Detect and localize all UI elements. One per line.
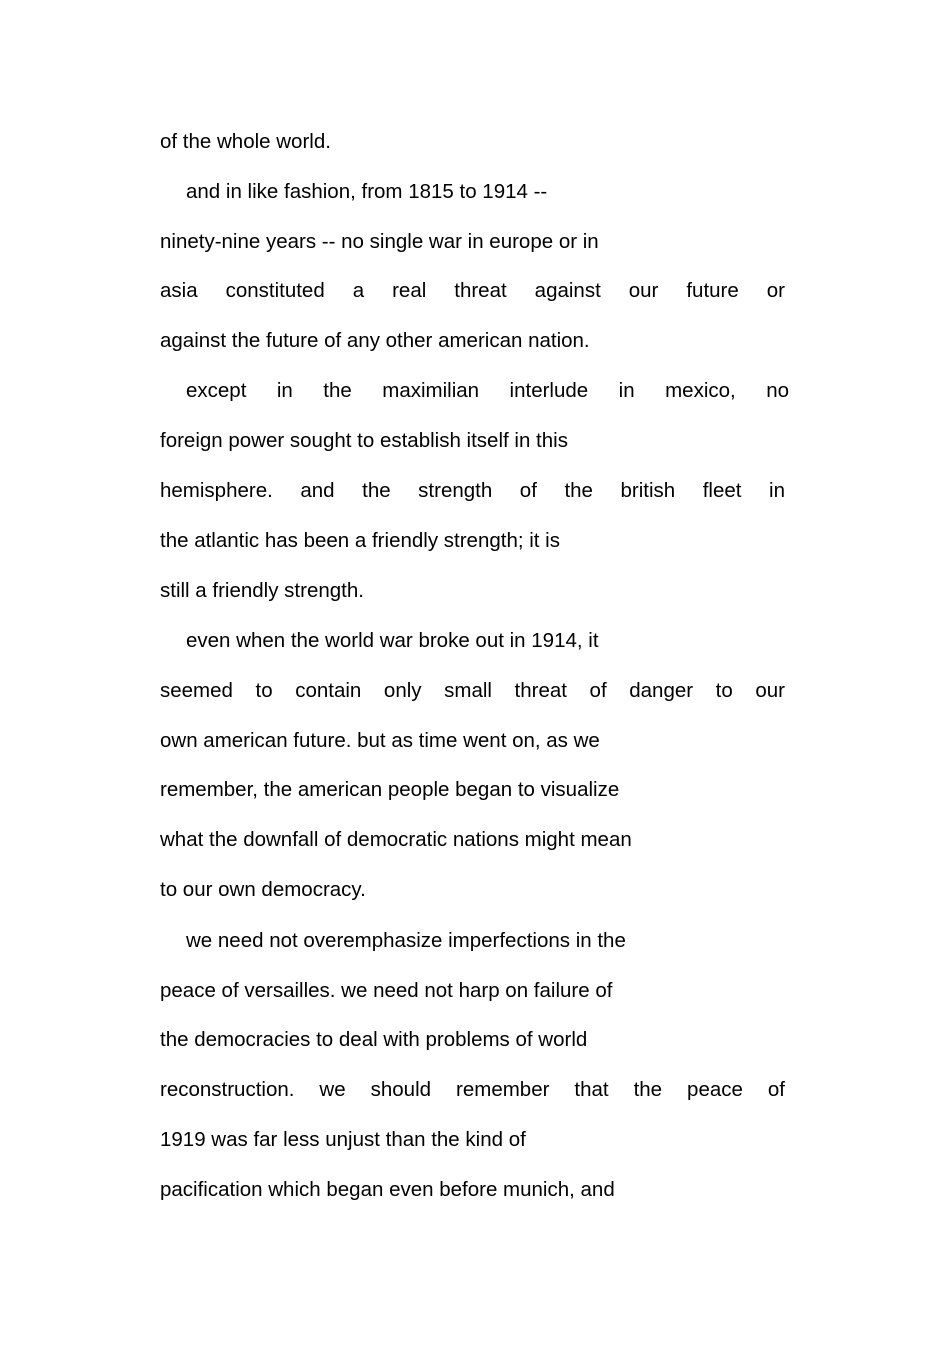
text-line: except in the maximilian interlude in mexico, no xyxy=(186,379,789,402)
text-line: to our own democracy. xyxy=(160,878,366,901)
text-line: seemed to contain only small threat of danger to our xyxy=(160,679,785,702)
text-line: what the downfall of democratic nations might mean xyxy=(160,828,632,851)
text-line: of the whole world. xyxy=(160,130,331,153)
text-line: peace of versailles. we need not harp on failure of xyxy=(160,979,613,1002)
text-line: the atlantic has been a friendly strength; it is xyxy=(160,529,560,552)
text-line: ninety-nine years -- no single war in europe or in xyxy=(160,230,599,253)
text-line: against the future of any other american nation. xyxy=(160,329,590,352)
text-line: pacification which began even before munich, and xyxy=(160,1178,615,1201)
text-line: asia constituted a real threat against our future or xyxy=(160,279,785,302)
text-line: foreign power sought to establish itself in this xyxy=(160,429,568,452)
text-line: reconstruction. we should remember that the peace of xyxy=(160,1078,785,1101)
text-line: still a friendly strength. xyxy=(160,579,364,602)
text-line: and in like fashion, from 1815 to 1914 -- xyxy=(186,180,548,203)
text-line: the democracies to deal with problems of world xyxy=(160,1028,588,1051)
text-line: even when the world war broke out in 1914, it xyxy=(186,629,599,652)
text-line: remember, the american people began to visualize xyxy=(160,778,620,801)
text-line: hemisphere. and the strength of the british fleet in xyxy=(160,479,785,502)
text-line: own american future. but as time went on, as we xyxy=(160,729,600,752)
text-line: 1919 was far less unjust than the kind of xyxy=(160,1128,526,1151)
text-line: we need not overemphasize imperfections in the xyxy=(186,929,626,952)
